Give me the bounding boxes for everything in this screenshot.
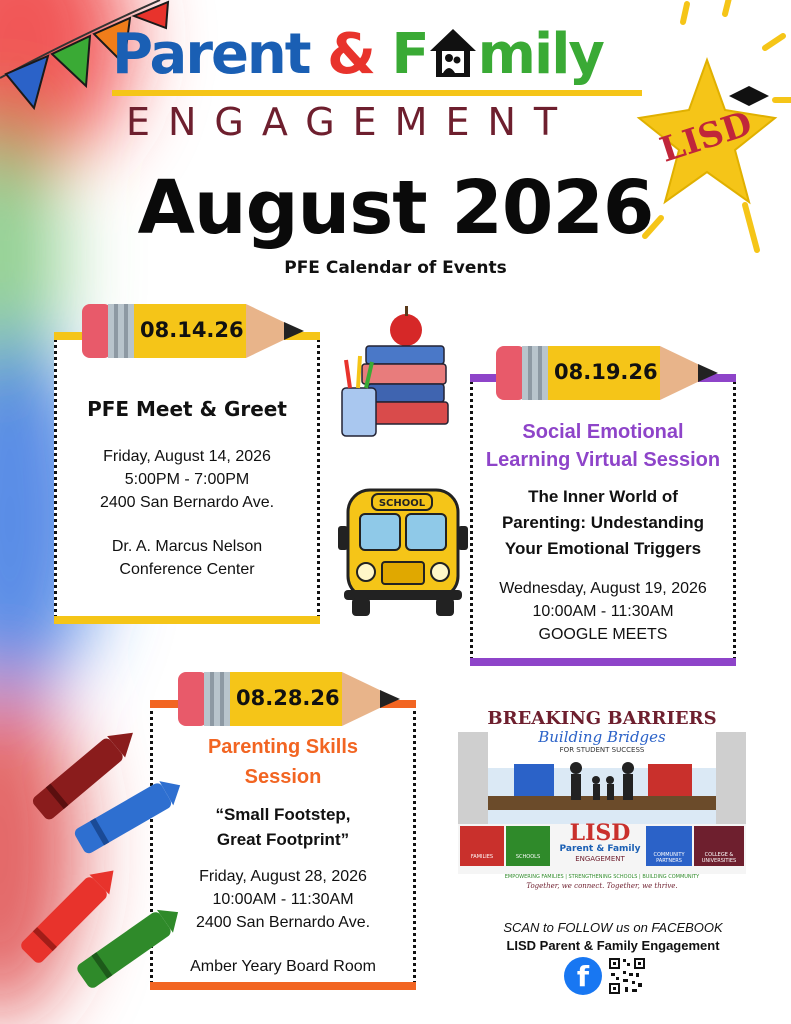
event-date: 08.14.26: [140, 318, 244, 342]
event-title: PFE Meet & Greet: [87, 397, 287, 421]
event-location: GOOGLE MEETS: [538, 626, 668, 643]
event-day: Wednesday, August 19, 2026: [499, 580, 707, 597]
logo-bottom-line: EMPOWERING FAMILIES | STRENGTHENING SCHOOLS | BUILDING COMMUNITY: [504, 874, 700, 880]
event-address: 2400 San Bernardo Ave.: [195, 914, 371, 931]
title-mily-word: mily: [477, 22, 603, 87]
event-time: 10:00AM - 11:30AM: [532, 603, 674, 620]
card-accent-bar: [470, 658, 736, 666]
logo-bottom-motto: Together, we connect. Together, we thrive.: [526, 882, 678, 890]
logo-pillar: COMMUNITY PARTNERS: [653, 852, 685, 864]
logo-pfe-engagement: ENGAGEMENT: [575, 855, 625, 863]
event-card-1: [54, 332, 320, 624]
card-accent-bar: [54, 616, 320, 624]
title-f-letter: F: [391, 22, 428, 87]
logo-pfe: Parent & Family: [559, 844, 641, 854]
title-underline: [112, 90, 642, 96]
event-title: Session: [244, 766, 322, 788]
event-card-2: [470, 374, 736, 666]
logo-title: BREAKING BARRIERS: [487, 708, 717, 729]
logo-tagline: FOR STUDENT SUCCESS: [559, 746, 645, 754]
logo-pillar: SCHOOLS: [515, 854, 541, 860]
event-topic: The Inner World of: [528, 487, 678, 506]
event-time: 5:00PM - 7:00PM: [124, 471, 250, 488]
crayons-icon: [14, 730, 190, 1000]
breaking-barriers-logo: [458, 708, 746, 904]
qr-code-icon[interactable]: [608, 957, 646, 995]
event-venue: Dr. A. Marcus Nelson: [111, 538, 263, 555]
logo-pillar: COLLEGE & UNIVERSITIES: [701, 852, 737, 864]
organization-name: LISD Parent & Family Engagement: [506, 938, 720, 953]
event-date: 08.28.26: [236, 686, 340, 710]
house-family-icon: [428, 26, 478, 78]
event-quote: Great Footprint”: [216, 830, 350, 849]
title-ampersand: &: [327, 22, 374, 87]
logo-pillar: FAMILIES: [470, 854, 494, 860]
event-address: 2400 San Bernardo Ave.: [99, 494, 275, 511]
title-parent-word: Parent: [112, 22, 310, 87]
books-apple-icon: [340, 300, 452, 442]
event-time: 10:00AM - 11:30AM: [212, 891, 354, 908]
month-title: August 2026: [137, 165, 654, 251]
event-title: Social Emotional: [522, 421, 684, 443]
calendar-subtitle: PFE Calendar of Events: [284, 258, 507, 278]
event-title: Learning Virtual Session: [485, 449, 721, 471]
event-venue: Conference Center: [119, 561, 255, 578]
event-date: 08.19.26: [554, 360, 658, 384]
event-venue: Amber Yeary Board Room: [190, 958, 376, 975]
logo-lisd: LISD: [569, 820, 631, 846]
event-quote: “Small Footstep,: [215, 805, 351, 824]
facebook-icon[interactable]: f: [564, 957, 602, 995]
program-title: [112, 20, 603, 90]
event-topic: Your Emotional Triggers: [504, 539, 702, 558]
school-bus-icon: [338, 486, 468, 620]
event-topic: Parenting: Undestanding: [501, 513, 705, 532]
scan-instruction: SCAN to FOLLOW us on FACEBOOK: [503, 920, 723, 935]
event-day: Friday, August 28, 2026: [199, 868, 367, 885]
engagement-subtitle: ENGAGEMENT: [126, 100, 576, 144]
event-day: Friday, August 14, 2026: [103, 448, 271, 465]
bus-school-label: SCHOOL: [378, 498, 426, 509]
event-title: Parenting Skills: [207, 736, 359, 758]
lisd-badge-text: LISD: [655, 103, 757, 171]
logo-script: Building Bridges: [538, 728, 666, 746]
